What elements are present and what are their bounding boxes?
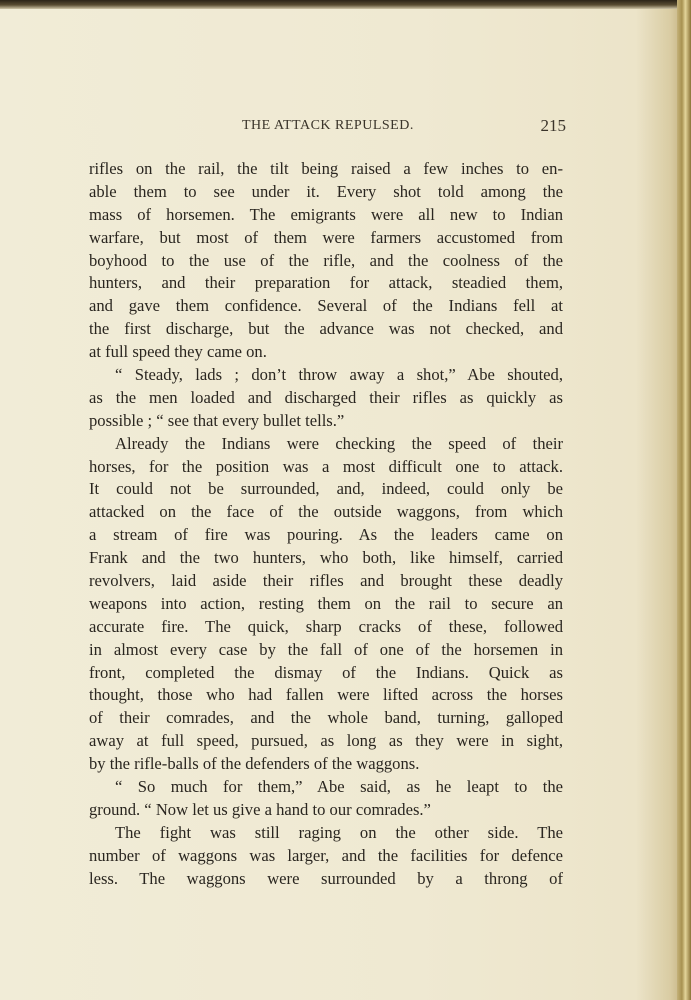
text-line: possible ; “ see that every bullet tells.” [89,410,345,430]
text-line: warfare, but most of them were farmers accustomed from [89,227,563,247]
text-line: revolvers, laid aside their rifles and brought these deadly [89,571,563,591]
text-line: as the men loaded and discharged their rifles as quickly as [89,387,563,407]
text-line: by the rifle-balls of the defenders of the waggons. [89,754,420,774]
text-line: accurate fire. The quick, sharp cracks of these, followed [89,616,563,636]
text-line: attacked on the face of the outside waggons, from which [89,502,563,522]
body-text [89,158,563,891]
text-line: in almost every case by the fall of one of the horsemen in [89,639,563,659]
text-line: number of waggons was larger, and the facilities for defence [89,845,563,865]
text-line: front, completed the dismay of the Indians. Quick as [89,662,563,682]
text-line: horses, for the position was a most difficult one to attack. [89,456,563,476]
page-number: 215 [540,116,566,135]
text-line: a stream of fire was pouring. As the leaders came on [89,525,563,545]
text-line: and gave them confidence. Several of the Indians fell at [89,296,563,316]
text-line: hunters, and their preparation for attack, steadied them, [89,273,563,293]
text-line: “ So much for them,” Abe said, as he leapt to the [115,777,563,797]
text-line: “ Steady, lads ; don’t throw away a shot,” Abe shouted, [115,365,563,385]
running-title: THE ATTACK REPULSED. [242,118,414,133]
text-line: It could not be surrounded, and, indeed, could only be [89,479,563,499]
text-line: able them to see under it. Every shot told among the [89,181,563,201]
text-line: The fight was still raging on the other side. The [115,822,563,842]
text-line: Frank and the two hunters, who both, like himself, carried [89,548,563,568]
text-line: ground. “ Now let us give a hand to our comrades.” [89,799,431,819]
text-line: boyhood to the use of the rifle, and the coolness of the [89,250,563,270]
running-head [150,118,570,140]
text-line: away at full speed, pursued, as long as they were in sight, [89,731,563,751]
page-top-edge [0,0,691,9]
text-line: rifles on the rail, the tilt being raised a few inches to en- [89,159,563,178]
page-binding-edge [677,0,691,1000]
text-line: weapons into action, resting them on the rail to secure an [89,593,563,613]
text-line: Already the Indians were checking the speed of their [115,433,563,453]
text-line: thought, those who had fallen were lifted across the horses [89,685,563,705]
text-line: at full speed they came on. [89,342,267,362]
text-line: mass of horsemen. The emigrants were all new to Indian [89,204,563,224]
text-line: the first discharge, but the advance was not checked, and [89,319,563,339]
text-line: of their comrades, and the whole band, turning, galloped [89,708,563,728]
text-line: less. The waggons were surrounded by a throng of [89,868,563,888]
